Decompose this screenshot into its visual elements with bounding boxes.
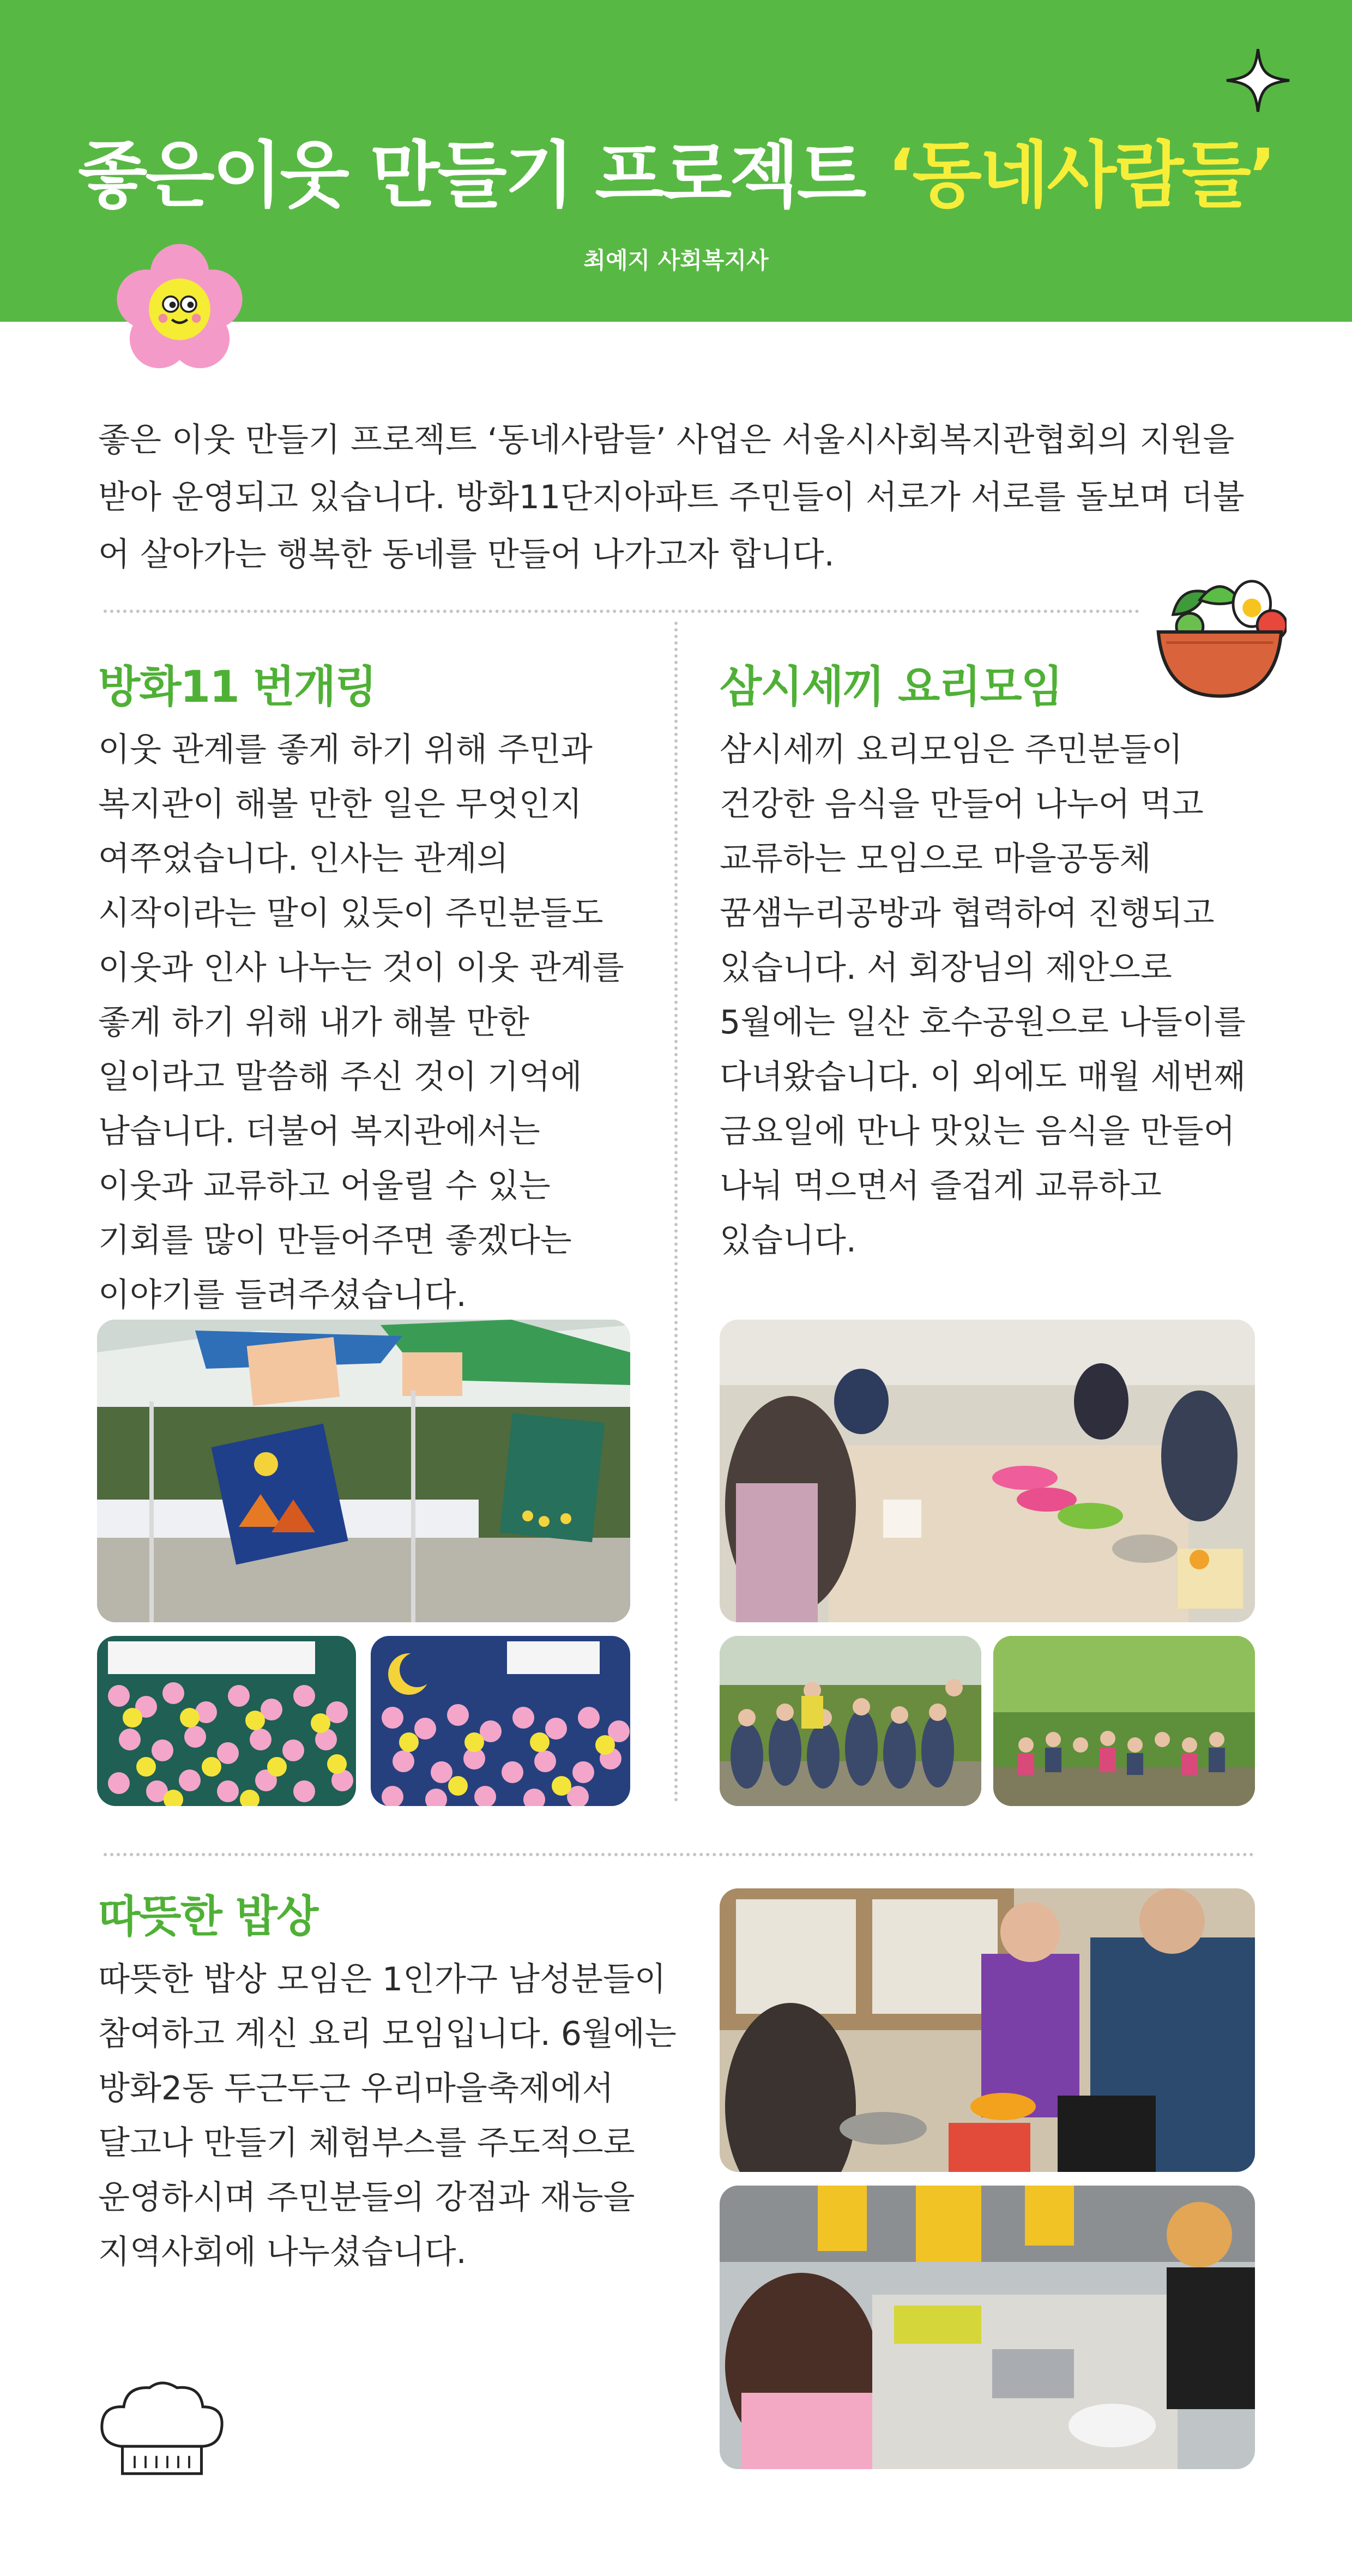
divider-top <box>104 610 1139 613</box>
section-title-bungaering: 방화11 번개링 <box>98 661 376 712</box>
section-body-bungaering: 이웃 관계를 좋게 하기 위해 주민과 복지관이 해볼 만한 일은 무엇인지 여쭈었습니다. 인사는 관계의 시작이라는 말이 있듯이 주민분들도 이웃과 인사 나누는 것이 이웃 관계를 좋게 하기 위해 내가 해볼 만한 일이라고 말씀해 주신 것이 기억에 남습니다. 더불어 복지관에서는 이웃과 교류하고 어울릴 수 있는 기회를 많이 만들어주면 좋겠다는 이야기를 들려주셨습니다. <box>98 731 624 1314</box>
section-title-cooking: 삼시세끼 요리모임 <box>720 661 1063 712</box>
section-body-cooking: 삼시세끼 요리모임은 주민분들이 건강한 음식을 만들어 나누어 먹고 교류하는 모임으로 마을공동체 꿈샘누리공방과 협력하여 진행되고 있습니다. 서 회장님의 제안으로 5월에는 일산 호수공원으로 나들이를 다녀왔습니다. 이 외에도 매월 세번째 금요일에 만나 맛있는 음식을 만들어 나눠 먹으면서 즐겁게 교류하고 있습니다. <box>720 731 1246 1260</box>
salad-bowl-icon <box>1153 573 1287 701</box>
photo-dalgona-booth <box>720 2186 1255 2469</box>
flower-face-icon <box>116 243 244 371</box>
photo-group-outing-2 <box>993 1636 1255 1806</box>
photo-event-booth <box>97 1320 630 1622</box>
intro-paragraph: 좋은 이웃 만들기 프로젝트 ‘동네사람들’ 사업은 서울시사회복지관협회의 지원을 받아 운영되고 있습니다. 방화11단지아파트 주민들이 서로가 서로를 돌보며 더불어 살아가는 행복한 동네를 만들어 나가고자 합니다. <box>98 421 1245 574</box>
section-body-warm-table: 따뜻한 밥상 모임은 1인가구 남성분들이 참여하고 계신 요리 모임입니다. 6월에는 방화2동 두근두근 우리마을축제에서 달고나 만들기 체험부스를 주도적으로 운영하시며 주민분들의 강점과 재능을 지역사회에 나누셨습니다. <box>98 1960 677 2271</box>
photo-board-left <box>97 1636 356 1806</box>
page-title <box>0 117 1352 221</box>
column-divider <box>674 622 678 1802</box>
title-main: 좋은이웃 만들기 프로젝트 <box>77 134 888 218</box>
divider-bottom <box>104 1853 1254 1856</box>
photo-men-cooking <box>720 1888 1255 2172</box>
section-title-warm-table: 따뜻한 밥상 <box>98 1891 318 1942</box>
photo-cooking-class <box>720 1320 1255 1622</box>
sparkle-icon <box>1224 46 1292 115</box>
title-highlight: ‘동네사람들’ <box>887 134 1275 218</box>
photo-board-right <box>371 1636 630 1806</box>
chef-hat-icon <box>94 2378 230 2481</box>
photo-group-outing-1 <box>720 1636 981 1806</box>
author-byline: 최예지 사회복지사 <box>583 247 769 274</box>
